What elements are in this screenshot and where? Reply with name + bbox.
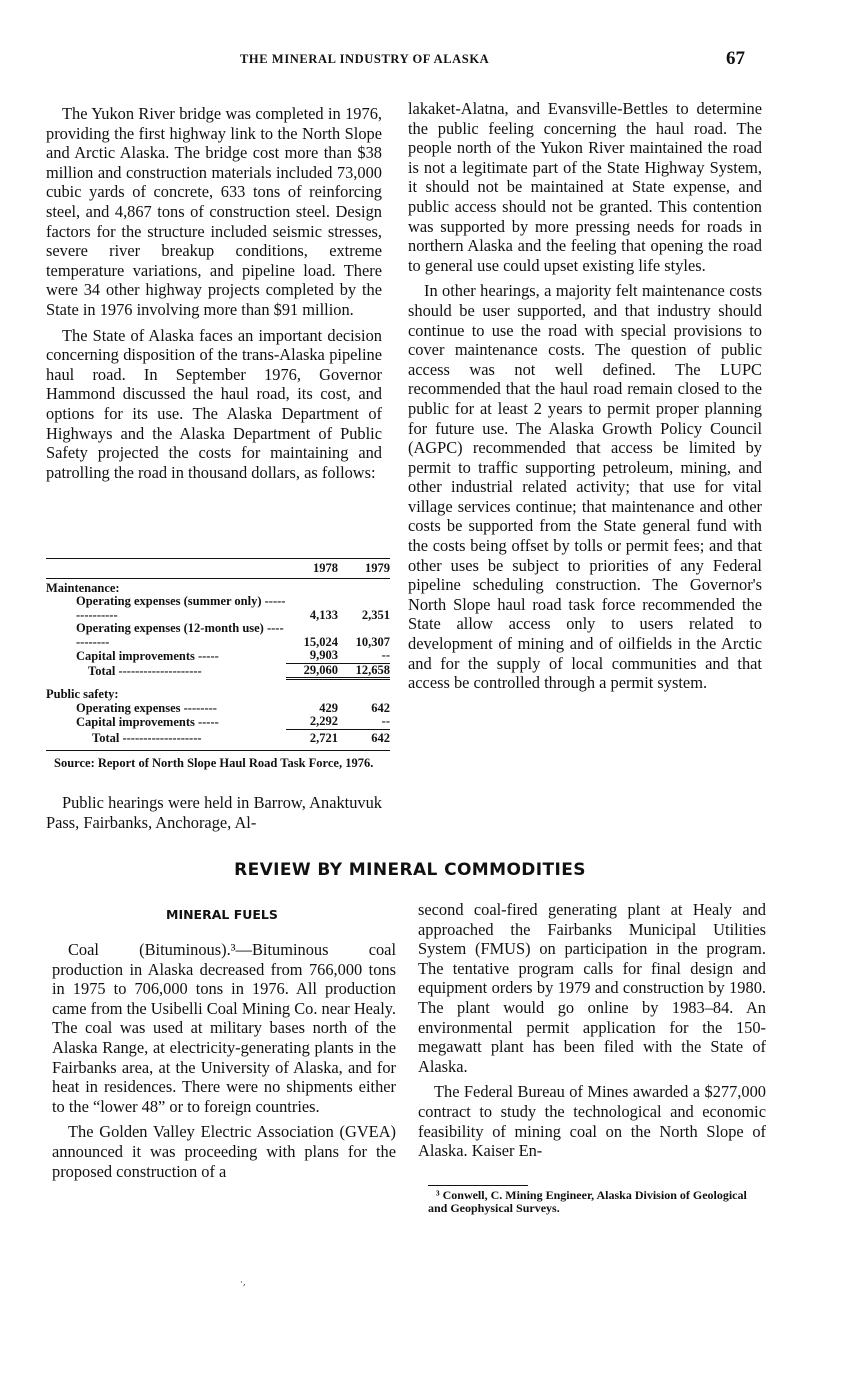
left-column-top-continued — [46, 793, 382, 838]
paragraph-haul-road: The State of Alaska faces an important decision concerning disposition of the trans-Alaska pipeline haul road. In September 1976, Governor Hammond discussed the haul road, its cost, and options for its use. The Alaska Department of Highways and the Alaska Department of Public Safety projected the costs for maintaining and patrolling the road in thousand dollars, as follows: — [46, 325, 382, 482]
page-header — [0, 50, 854, 74]
footnote-divider — [428, 1185, 528, 1186]
paragraph-other-hearings: In other hearings, a majority felt maintenance costs should be user supported, and that industry should continue to use the road with special provisions to cover maintenance costs. The question of public access was not well defined. The LUPC recommended that the haul road remain closed to the public for at least 2 years to permit proper planning for future use. The Alaska Growth Policy Council (AGPC) recommended that access be limited by permit to traffic supporting petroleum, mining, and other industrial related activity; that use for vital village services continue; that maintenance and other costs be supported from the State general fund with the costs being offset by tolls or permit fees; and that other uses be subject to priorities of any Federal pipeline scheduling construction. The Governor's North Slope haul road task force recommended the State allow access only to users related to development of mining and of oilfields in the Arctic and for the supply of local communities and that access be controlled through a permit system. — [408, 281, 762, 693]
column-header-1979: 1979 — [338, 559, 390, 579]
left-column-bottom — [52, 940, 396, 1187]
paragraph-gvea: The Golden Valley Electric Association (GVEA) announced it was proceeding with plans for the proposed construction of a — [52, 1122, 396, 1181]
table-row: Operating expenses (12-month use) ------------ 15,024 10,307 — [76, 621, 390, 649]
haul-road-cost-table — [46, 558, 390, 770]
paragraph-coal: Coal (Bituminous).³—Bituminous coal production in Alaska decreased from 766,000 tons in 1975 to 706,000 tons in 1976. All production came from the Usibelli Coal Mining Co. near Healy. The coal was used at military bases north of the Alaska Range, at electricity-generating plants in the Fairbanks area, at the University of Alaska, and for heat in residences. There were no shipments either to the “lower 48” or to foreign countries. — [52, 940, 396, 1116]
running-title: THE MINERAL INDUSTRY OF ALASKA — [240, 52, 490, 66]
paragraph-hearings-continued: lakaket-Alatna, and Evansville-Bettles to determine the public feeling concerning the haul road. The people north of the Yukon River maintained the road is not a legitimate part of the State Highway System, it should not be maintained at State expense, and public access should not be granted. This contention was supported by more pressing needs for roads in northern Alaska and the feeling that opening the road to general use could upset existing life styles. — [408, 99, 762, 275]
table-row: Operating expenses (summer only) --------------- 4,133 2,351 — [76, 594, 390, 622]
right-column-top — [408, 99, 762, 699]
table-source-note: Source: Report of North Slope Haul Road Task Force, 1976. — [54, 755, 374, 770]
table-row: Capital improvements ----- 9,903 -- — [76, 648, 390, 663]
section-heading: REVIEW BY MINERAL COMMODITIES — [234, 860, 586, 880]
table-header-row — [46, 559, 390, 579]
right-column-bottom — [418, 900, 766, 1167]
scan-speck: ·, — [240, 1278, 246, 1288]
table-row: Capital improvements ----- 2,292 -- — [76, 714, 390, 729]
footnote: ³ Conwell, C. Mining Engineer, Alaska Division of Geological and Geophysical Surveys. — [428, 1188, 747, 1215]
subsection-heading: MINERAL FUELS — [166, 907, 278, 922]
table-total-row: Total ------------------- 2,721 642 — [46, 729, 390, 750]
table-total-row: Total -------------------- 29,060 12,658 — [88, 662, 390, 678]
paragraph-healy-plant: second coal-fired generating plant at Healy and approached the Fairbanks Municipal Utilities System (FMUS) on participation in the program. The tentative program calls for final design and equipment orders by 1979 and construction by 1980. The plant would go online by 1983–84. An environmental permit application for the 150-megawatt plant has been filed with the State of Alaska. — [418, 900, 766, 1076]
paragraph-public-hearings: Public hearings were held in Barrow, Anaktuvuk Pass, Fairbanks, Anchorage, Al- — [46, 793, 382, 832]
table-row: Operating expenses -------- 429 642 — [76, 700, 390, 715]
maintenance-label: Maintenance: — [46, 580, 120, 595]
paragraph-bureau-of-mines: The Federal Bureau of Mines awarded a $277,000 contract to study the technological and economic feasibility of mining coal on the North Slope of Alaska. Kaiser En- — [418, 1082, 766, 1161]
left-column-top — [46, 104, 382, 488]
column-header-1978: 1978 — [286, 559, 338, 579]
paragraph-yukon-bridge: The Yukon River bridge was completed in 1976, providing the first highway link to the North Slope and Arctic Alaska. The bridge cost more than $38 million and construction materials included 73,000 cubic yards of concrete, 633 tons of reinforcing steel, and 4,867 tons of construction steel. Design factors for the structure included seismic stresses, severe river breakup conditions, extreme temperature variations, and pipeline load. There were 34 other highway projects completed by the State in 1976 involving more than $91 million. — [46, 104, 382, 319]
page-number: 67 — [726, 48, 745, 69]
public-safety-label: Public safety: — [46, 687, 119, 701]
